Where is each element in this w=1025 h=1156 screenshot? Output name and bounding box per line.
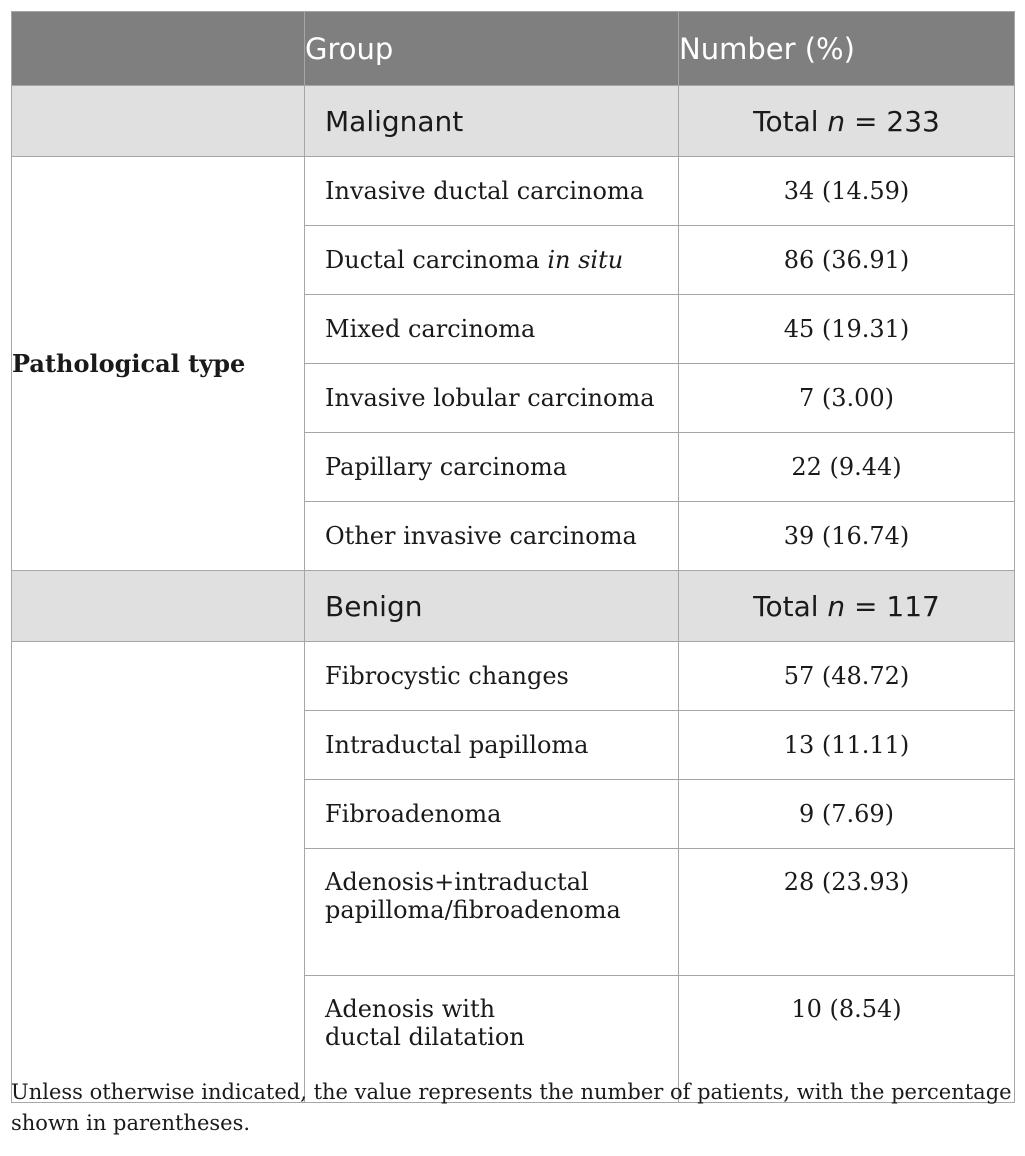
table-footnote: Unless otherwise indicated, the value represents the number of patients, with the percentage shown in parentheses. bbox=[11, 1080, 1012, 1135]
section-empty-cell bbox=[12, 571, 305, 642]
row-value: 28 (23.93) bbox=[679, 849, 1015, 976]
row-name: Adenosis with ductal dilatation bbox=[305, 976, 679, 1103]
group-label-pathological-type: Pathological type bbox=[12, 157, 305, 571]
section-label-malignant: Malignant bbox=[305, 86, 679, 157]
row-value: 22 (9.44) bbox=[679, 433, 1015, 502]
row-value: 86 (36.91) bbox=[679, 226, 1015, 295]
row-name: Fibroadenoma bbox=[305, 780, 679, 849]
row-value: 13 (11.11) bbox=[679, 711, 1015, 780]
row-value: 39 (16.74) bbox=[679, 502, 1015, 571]
row-value: 57 (48.72) bbox=[679, 642, 1015, 711]
header-number: Number (%) bbox=[679, 12, 1015, 86]
row-name: Other invasive carcinoma bbox=[305, 502, 679, 571]
section-total-benign: Total n = 117 bbox=[679, 571, 1015, 642]
section-empty-cell bbox=[12, 86, 305, 157]
row-name: Intraductal papilloma bbox=[305, 711, 679, 780]
header-empty-cell bbox=[12, 12, 305, 86]
table-row bbox=[12, 157, 1015, 226]
row-value: 10 (8.54) bbox=[679, 976, 1015, 1103]
row-name: Invasive lobular carcinoma bbox=[305, 364, 679, 433]
row-value: 34 (14.59) bbox=[679, 157, 1015, 226]
header-group: Group bbox=[305, 12, 679, 86]
row-value: 45 (19.31) bbox=[679, 295, 1015, 364]
row-value: 9 (7.69) bbox=[679, 780, 1015, 849]
row-name: Ductal carcinoma in situ bbox=[305, 226, 679, 295]
row-value: 7 (3.00) bbox=[679, 364, 1015, 433]
row-name: Fibrocystic changes bbox=[305, 642, 679, 711]
row-name: Papillary carcinoma bbox=[305, 433, 679, 502]
pathology-table bbox=[11, 11, 1015, 1103]
group-empty-cell bbox=[12, 642, 305, 1103]
header-row bbox=[12, 12, 1015, 86]
table-row bbox=[12, 642, 1015, 711]
row-name: Adenosis+intraductal papilloma/fibroadenoma bbox=[305, 849, 679, 976]
section-label-benign: Benign bbox=[305, 571, 679, 642]
row-name: Mixed carcinoma bbox=[305, 295, 679, 364]
section-row-benign bbox=[12, 571, 1015, 642]
section-row-malignant bbox=[12, 86, 1015, 157]
row-name: Invasive ductal carcinoma bbox=[305, 157, 679, 226]
section-total-malignant: Total n = 233 bbox=[679, 86, 1015, 157]
